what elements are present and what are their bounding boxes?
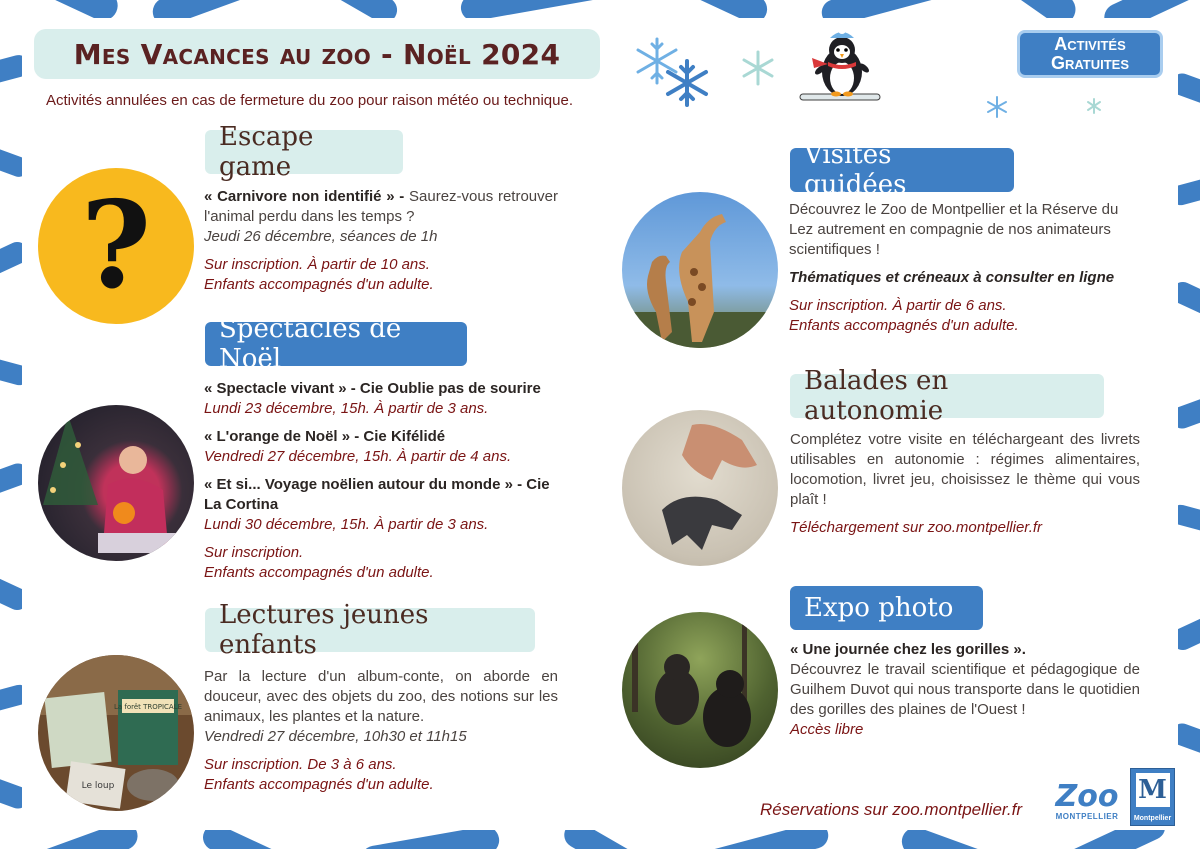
book2-title: Le loup bbox=[81, 781, 115, 791]
lectures-text bbox=[204, 667, 558, 795]
balades-download-link[interactable]: Téléchargement sur zoo.montpellier.fr bbox=[790, 519, 1043, 536]
spectacles-heading bbox=[205, 314, 467, 374]
page-title: Mes Vacances au zoo - Noël 2024 bbox=[73, 37, 561, 71]
visites-desc: Découvrez le Zoo de Montpellier et la Réserve du Lez autrement en compagnie de nos animateurs scientifiques ! bbox=[789, 201, 1119, 258]
lectures-heading bbox=[205, 600, 535, 660]
page-title-box bbox=[34, 29, 600, 79]
snowflake-icon bbox=[1086, 98, 1102, 114]
spectacles-note2: Enfants accompagnés d'un adulte. bbox=[204, 564, 434, 581]
expo-access: Accès libre bbox=[790, 721, 864, 738]
expo-heading-text: Expo photo bbox=[804, 593, 954, 623]
footprint-photo bbox=[622, 410, 778, 566]
balades-heading-text: Balades en autonomie bbox=[804, 366, 949, 426]
question-glyph: ? bbox=[80, 175, 152, 316]
escape-game-desc-text: Saurez-vous retrouver l'animal perdu dans les temps ? bbox=[204, 188, 558, 225]
montpellier-logo bbox=[1130, 768, 1175, 826]
badge-line-1: Activités bbox=[1054, 34, 1126, 54]
reservation-link[interactable]: Réservations sur zoo.montpellier.fr bbox=[760, 800, 1023, 819]
spectacles-heading-text: Spectacles de Noël bbox=[219, 314, 402, 374]
book1-title: La forêt TROPICALE bbox=[113, 703, 183, 711]
lectures-desc: Par la lecture d'un album-conte, on aborde en douceur, avec des objets du zoo, des notions sur les animaux, les plantes et la nature. bbox=[204, 668, 558, 725]
escape-game-note1: Sur inscription. À partir de 10 ans. bbox=[204, 256, 430, 273]
expo-title: « Une journée chez les gorilles ». bbox=[790, 641, 1026, 658]
zoo-logo bbox=[1052, 779, 1122, 826]
escape-game-heading bbox=[205, 122, 403, 182]
balades-heading bbox=[790, 366, 1104, 426]
visites-heading bbox=[790, 140, 1014, 200]
expo-desc: Découvrez le travail scientifique et pédagogique de Guilhem Duvot qui nous transporte dans le quotidien des gorilles des plaines de l'Ouest ! bbox=[790, 661, 1140, 718]
spectacles-text bbox=[204, 379, 564, 583]
snowflake-icon bbox=[662, 58, 712, 108]
gorilla-photo bbox=[622, 612, 778, 768]
escape-game-note2: Enfants accompagnés d'un adulte. bbox=[204, 276, 434, 293]
lectures-note1: Sur inscription. De 3 à 6 ans. bbox=[204, 756, 397, 773]
expo-heading bbox=[790, 586, 983, 630]
escape-game-heading-text: Escape game bbox=[219, 122, 314, 182]
giraffe-photo bbox=[622, 192, 778, 348]
balades-text bbox=[790, 430, 1140, 538]
badge-line-2: Gratuites bbox=[1050, 53, 1130, 73]
montpellier-logo-sub: Montpellier bbox=[1133, 815, 1172, 822]
spectacles-note1: Sur inscription. bbox=[204, 544, 304, 561]
zoo-logo-text: Zoo bbox=[1055, 779, 1119, 814]
visites-text bbox=[789, 200, 1119, 336]
montpellier-logo-letter: M bbox=[1136, 773, 1170, 807]
escape-game-date: Jeudi 26 décembre, séances de 1h bbox=[204, 228, 438, 245]
spectacle-3-date: Lundi 30 décembre, 15h. À partir de 3 ans. bbox=[204, 516, 489, 533]
zoo-logo-sub: MONTPELLIER bbox=[1055, 812, 1119, 821]
balades-desc: Complétez votre visite en téléchargeant des livrets utilisables en autonomie : régimes alimentaires, locomotion, livret jeu, choisissez le thème qui vous plaît ! bbox=[790, 431, 1140, 508]
spectacle-3-title: « Et si... Voyage noëlien autour du monde » - Cie La Cortina bbox=[204, 476, 550, 513]
snowflake-icon bbox=[986, 96, 1008, 118]
spectacle-1-title: « Spectacle vivant » - Cie Oublie pas de sourire bbox=[204, 380, 541, 397]
free-activities-badge bbox=[1017, 30, 1163, 78]
spectacle-2-title: « L'orange de Noël » - Cie Kifélidé bbox=[204, 428, 446, 445]
books-photo bbox=[38, 655, 194, 811]
escape-game-desc bbox=[204, 187, 558, 227]
question-mark-icon bbox=[38, 168, 194, 324]
visites-highlight: Thématiques et créneaux à consulter en ligne bbox=[789, 269, 1115, 286]
visites-heading-text: Visites guidées bbox=[804, 140, 907, 200]
escape-game-title: « Carnivore non identifié » - bbox=[204, 188, 405, 205]
visites-note1: Sur inscription. À partir de 6 ans. bbox=[789, 297, 1007, 314]
expo-text bbox=[790, 640, 1140, 740]
lectures-note2: Enfants accompagnés d'un adulte. bbox=[204, 776, 434, 793]
spectacle-1-date: Lundi 23 décembre, 15h. À partir de 3 ans. bbox=[204, 400, 489, 417]
spectacle-2-date: Vendredi 27 décembre, 15h. À partir de 4 ans. bbox=[204, 448, 512, 465]
spectacle-photo bbox=[38, 405, 194, 561]
visites-note2: Enfants accompagnés d'un adulte. bbox=[789, 317, 1019, 334]
lectures-date: Vendredi 27 décembre, 10h30 et 11h15 bbox=[204, 728, 467, 745]
weather-notice: Activités annulées en cas de fermeture du zoo pour raison météo ou technique. bbox=[46, 92, 573, 109]
snowflake-icon bbox=[740, 50, 776, 86]
penguin-icon bbox=[790, 28, 890, 108]
lectures-heading-text: Lectures jeunes enfants bbox=[219, 600, 429, 660]
escape-game-text bbox=[204, 187, 558, 295]
